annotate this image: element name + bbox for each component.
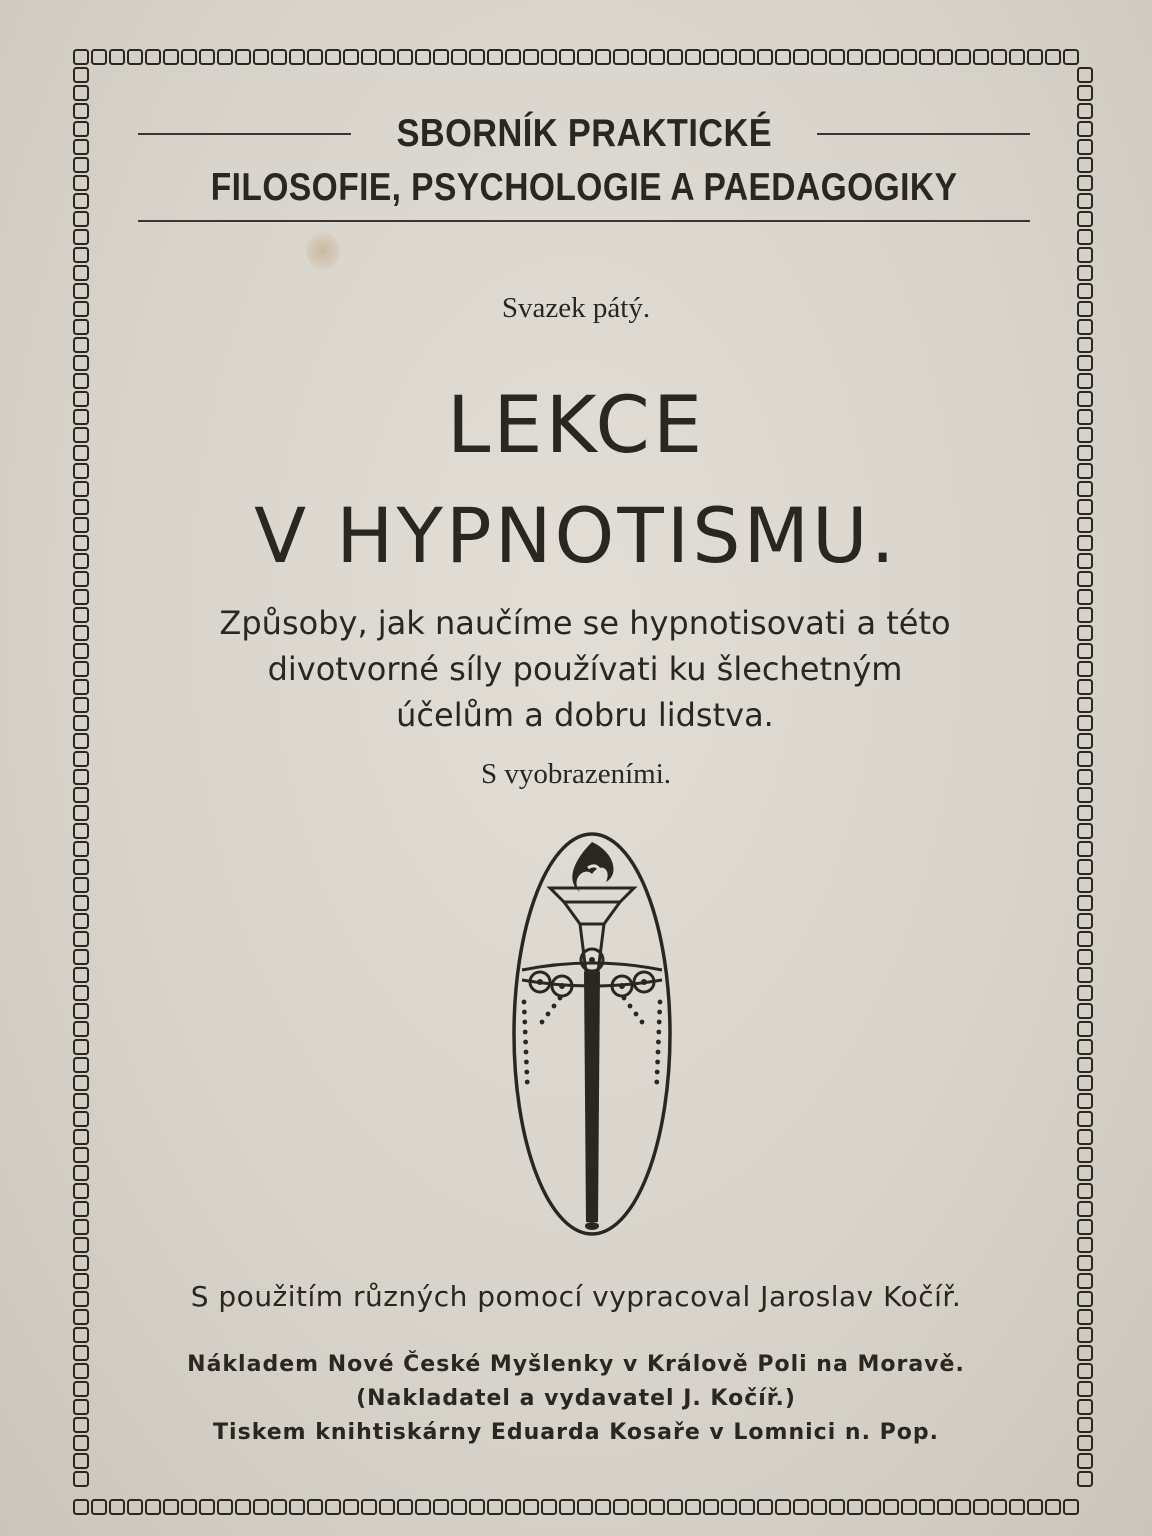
border-link (92, 50, 106, 64)
border-link (704, 1500, 718, 1514)
border-link (830, 50, 844, 64)
border-link (1078, 662, 1092, 676)
border-link (74, 662, 88, 676)
border-link (1078, 914, 1092, 928)
border-link (74, 986, 88, 1000)
border-link (1078, 248, 1092, 262)
drape-dot (546, 1012, 551, 1017)
border-link (1078, 266, 1092, 280)
drape-dot (525, 1080, 530, 1085)
border-link (668, 50, 682, 64)
border-link (794, 50, 808, 64)
drape-dot (540, 1020, 545, 1025)
torch-emblem-icon (500, 822, 680, 1242)
border-link (74, 644, 88, 658)
border-link (470, 50, 484, 64)
border-link (74, 896, 88, 910)
drape-dot (657, 1020, 662, 1025)
illustrations-note: S vyobrazeními. (480, 758, 672, 790)
drape-dot (654, 1080, 659, 1085)
main-title-line2: V HYPNOTISMU. (254, 491, 898, 580)
border-link (380, 1500, 394, 1514)
border-link (1078, 644, 1092, 658)
border-link (686, 50, 700, 64)
border-link (884, 1500, 898, 1514)
border-link (938, 1500, 952, 1514)
border-link (434, 50, 448, 64)
border-link (254, 1500, 268, 1514)
subtitle-line2: divotvorné síly používati ku šlechetným (267, 650, 903, 688)
border-link (1078, 950, 1092, 964)
border-link (1078, 1184, 1092, 1198)
border-link (74, 716, 88, 730)
border-link (1078, 1238, 1092, 1252)
border-link (1078, 212, 1092, 226)
border-link (812, 1500, 826, 1514)
border-link (146, 50, 160, 64)
border-link (74, 1112, 88, 1126)
border-link (1078, 68, 1092, 82)
border-link (470, 1500, 484, 1514)
drape-dot (522, 1000, 527, 1005)
border-link (1078, 1220, 1092, 1234)
header-rule-left (138, 133, 351, 135)
border-link (74, 1076, 88, 1090)
border-link (74, 608, 88, 622)
border-link (452, 1500, 466, 1514)
border-link (776, 1500, 790, 1514)
border-link (1078, 842, 1092, 856)
drape-dot (658, 1000, 663, 1005)
subtitle-line1: Způsoby, jak naučíme se hypnotisovati a této (219, 604, 951, 642)
border-link (1078, 1094, 1092, 1108)
border-link (74, 950, 88, 964)
border-link (920, 1500, 934, 1514)
border-link (74, 860, 88, 874)
border-link (272, 50, 286, 64)
border-link (578, 50, 592, 64)
border-link (542, 1500, 556, 1514)
border-link (290, 50, 304, 64)
border-link (1078, 734, 1092, 748)
border-link (74, 176, 88, 190)
border-link (974, 1500, 988, 1514)
border-link (74, 1238, 88, 1252)
border-link (110, 50, 124, 64)
border-link (614, 1500, 628, 1514)
border-link (1078, 1472, 1092, 1486)
border-link (344, 50, 358, 64)
border-link (1078, 1454, 1092, 1468)
border-link (560, 1500, 574, 1514)
border-link (1028, 50, 1042, 64)
drape-dot (522, 1020, 527, 1025)
border-link (1078, 1148, 1092, 1162)
border-link (1078, 1130, 1092, 1144)
border-link (524, 50, 538, 64)
border-link (74, 1040, 88, 1054)
border-link (668, 1500, 682, 1514)
border-link (74, 158, 88, 172)
border-link (200, 50, 214, 64)
border-link (1078, 986, 1092, 1000)
drape-dot (655, 1070, 660, 1075)
border-link (74, 1202, 88, 1216)
header-rule-right (817, 133, 1030, 135)
border-link (488, 50, 502, 64)
drape-dot (634, 1012, 639, 1017)
border-link (74, 1058, 88, 1072)
border-link (650, 50, 664, 64)
border-link (1078, 968, 1092, 982)
main-title-line1: LEKCE (446, 381, 706, 471)
drape-dot (523, 1030, 528, 1035)
drape-dot (640, 1020, 645, 1025)
border-link (74, 68, 88, 82)
border-link (362, 1500, 376, 1514)
border-link (74, 1328, 88, 1342)
border-link (74, 806, 88, 820)
border-link (938, 50, 952, 64)
border-link (1078, 338, 1092, 352)
border-link (308, 1500, 322, 1514)
border-link (1078, 590, 1092, 604)
border-link (992, 50, 1006, 64)
border-link (74, 626, 88, 640)
border-link (1078, 1112, 1092, 1126)
border-link (254, 50, 268, 64)
border-link (1078, 1058, 1092, 1072)
drape-dot (656, 1030, 661, 1035)
border-link (272, 1500, 286, 1514)
border-link (200, 1500, 214, 1514)
border-link (506, 1500, 520, 1514)
border-link (884, 50, 898, 64)
border-link (1046, 1500, 1060, 1514)
drape-dot (656, 1050, 661, 1055)
border-link (74, 1094, 88, 1108)
border-link (146, 1500, 160, 1514)
border-link (182, 1500, 196, 1514)
border-link (326, 1500, 340, 1514)
series-title-line1: SBORNÍK PRAKTICKÉ (396, 112, 772, 155)
border-link (1078, 716, 1092, 730)
publisher-line2: (Nakladatel a vydavatel J. Kočíř.) (356, 1386, 796, 1411)
border-link (416, 1500, 430, 1514)
border-link (1078, 1076, 1092, 1090)
border-link (632, 50, 646, 64)
border-link (74, 122, 88, 136)
drape-dot (524, 1060, 529, 1065)
border-link (920, 50, 934, 64)
paper-stain (306, 232, 340, 270)
border-link (74, 1022, 88, 1036)
border-link (704, 50, 718, 64)
border-link (1078, 176, 1092, 190)
drape-dot (628, 1004, 633, 1009)
border-link (164, 50, 178, 64)
border-link (1010, 1500, 1024, 1514)
border-link (74, 878, 88, 892)
border-link (1078, 158, 1092, 172)
border-link (1078, 1202, 1092, 1216)
border-link (236, 1500, 250, 1514)
subtitle (130, 600, 1040, 738)
border-link (326, 50, 340, 64)
border-link (1078, 1328, 1092, 1342)
border-link (74, 680, 88, 694)
border-link (1064, 50, 1078, 64)
border-link (848, 1500, 862, 1514)
border-link (1078, 1022, 1092, 1036)
drape-dot (655, 1060, 660, 1065)
border-link (1078, 860, 1092, 874)
border-link (1078, 626, 1092, 640)
border-link (1078, 1166, 1092, 1180)
border-link (614, 50, 628, 64)
border-link (218, 1500, 232, 1514)
border-link (236, 50, 250, 64)
border-link (1078, 230, 1092, 244)
border-link (596, 1500, 610, 1514)
border-link (416, 50, 430, 64)
border-link (956, 1500, 970, 1514)
header-rule-bottom (138, 220, 1030, 222)
border-link (74, 734, 88, 748)
border-link (74, 266, 88, 280)
border-link (866, 1500, 880, 1514)
border-link (164, 1500, 178, 1514)
border-link (74, 590, 88, 604)
border-link (452, 50, 466, 64)
border-link (380, 50, 394, 64)
border-link (686, 1500, 700, 1514)
border-link (632, 1500, 646, 1514)
border-link (740, 1500, 754, 1514)
drape-dot (552, 1004, 557, 1009)
border-link (1064, 1500, 1078, 1514)
border-link (830, 1500, 844, 1514)
border-link (74, 356, 88, 370)
border-link (722, 1500, 736, 1514)
drape-dot (523, 1040, 528, 1045)
border-link (398, 1500, 412, 1514)
drape-dot (524, 1070, 529, 1075)
border-link (758, 50, 772, 64)
series-title-line2: FILOSOFIE, PSYCHOLOGIE A PAEDAGOGIKY (210, 166, 958, 209)
border-link (74, 194, 88, 208)
border-link (218, 50, 232, 64)
border-link (74, 1184, 88, 1198)
border-link (740, 50, 754, 64)
border-link (74, 968, 88, 982)
drape-dot (656, 1040, 661, 1045)
border-link (1078, 356, 1092, 370)
border-link (758, 1500, 772, 1514)
border-link (74, 824, 88, 838)
drape-dot (522, 1010, 527, 1015)
volume-label: Svazek pátý. (501, 292, 651, 324)
border-link (74, 50, 88, 64)
border-link (1078, 1040, 1092, 1054)
border-link (1046, 50, 1060, 64)
publisher-line3: Tiskem knihtiskárny Eduarda Kosaře v Lomnici n. Pop. (213, 1420, 939, 1445)
border-link (74, 1148, 88, 1162)
border-link (74, 842, 88, 856)
border-link (74, 248, 88, 262)
drape-dot (524, 1050, 529, 1055)
border-link (74, 1130, 88, 1144)
border-link (128, 50, 142, 64)
border-link (74, 1500, 88, 1514)
border-link (524, 1500, 538, 1514)
series-header (138, 108, 1030, 222)
border-link (74, 698, 88, 712)
border-link (560, 50, 574, 64)
border-link (398, 50, 412, 64)
drape-dot (622, 996, 627, 1001)
border-link (74, 140, 88, 154)
border-link (848, 50, 862, 64)
drape-dot (657, 1010, 662, 1015)
border-link (74, 932, 88, 946)
border-link (1078, 896, 1092, 910)
border-link (74, 338, 88, 352)
border-link (74, 212, 88, 226)
border-link (902, 1500, 916, 1514)
border-link (308, 50, 322, 64)
border-link (1078, 698, 1092, 712)
border-link (1078, 1256, 1092, 1270)
border-link (74, 86, 88, 100)
border-link (1078, 1004, 1092, 1018)
border-link (74, 1004, 88, 1018)
border-link (992, 1500, 1006, 1514)
border-link (1010, 50, 1024, 64)
border-link (596, 50, 610, 64)
border-link (722, 50, 736, 64)
border-link (1078, 104, 1092, 118)
border-link (1078, 122, 1092, 136)
border-link (1078, 932, 1092, 946)
border-link (794, 1500, 808, 1514)
subtitle-line3: účelům a dobru lidstva. (396, 696, 774, 734)
publisher-block (0, 1348, 1152, 1450)
border-link (812, 50, 826, 64)
border-link (74, 1166, 88, 1180)
border-link (1078, 680, 1092, 694)
border-link (1078, 140, 1092, 154)
border-link (542, 50, 556, 64)
border-link (488, 1500, 502, 1514)
border-link (902, 50, 916, 64)
border-link (974, 50, 988, 64)
border-link (290, 1500, 304, 1514)
border-link (182, 50, 196, 64)
border-link (92, 1500, 106, 1514)
border-link (362, 50, 376, 64)
drape-dot (558, 996, 563, 1001)
border-link (344, 1500, 358, 1514)
border-link (776, 50, 790, 64)
border-link (74, 1454, 88, 1468)
border-link (578, 1500, 592, 1514)
border-link (1078, 608, 1092, 622)
border-link (1078, 878, 1092, 892)
border-link (128, 1500, 142, 1514)
border-link (74, 914, 88, 928)
border-link (1028, 1500, 1042, 1514)
border-link (74, 1472, 88, 1486)
border-link (434, 1500, 448, 1514)
border-link (1078, 194, 1092, 208)
border-link (74, 1256, 88, 1270)
border-link (956, 50, 970, 64)
border-link (74, 104, 88, 118)
border-link (1078, 806, 1092, 820)
border-link (1078, 824, 1092, 838)
author-line: S použitím různých pomocí vypracoval Jaroslav Kočíř. (190, 1280, 962, 1313)
border-link (506, 50, 520, 64)
border-link (650, 1500, 664, 1514)
border-link (74, 1220, 88, 1234)
border-link (866, 50, 880, 64)
border-link (74, 230, 88, 244)
border-link (1078, 86, 1092, 100)
border-link (110, 1500, 124, 1514)
publisher-line1: Nákladem Nové České Myšlenky v Králově Poli na Moravě. (187, 1352, 965, 1377)
